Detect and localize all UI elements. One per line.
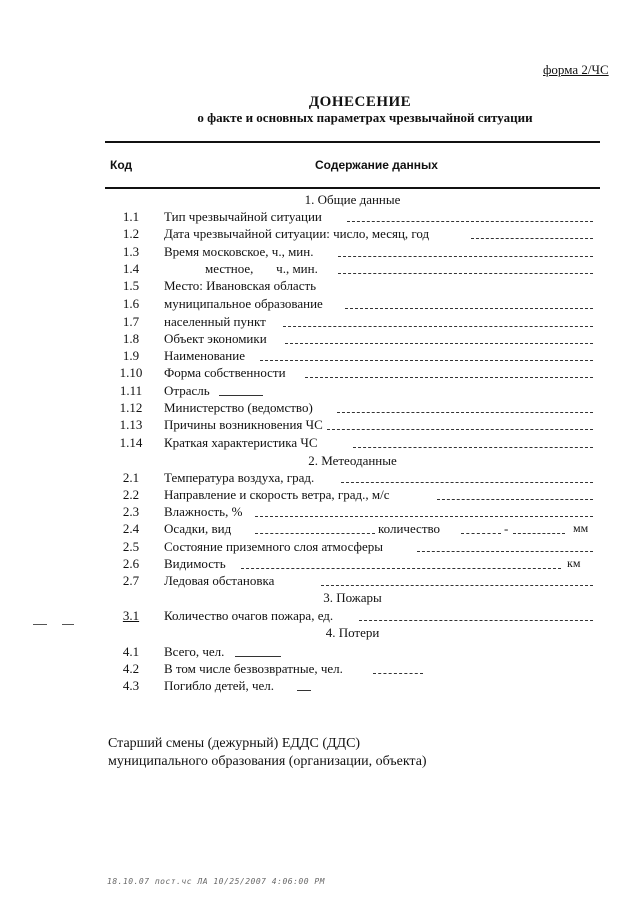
item-code: 1.1: [122, 209, 140, 224]
list-item: [105, 208, 600, 225]
column-header-code: Код: [110, 158, 133, 172]
list-item: [105, 277, 600, 294]
signature-line-1: Старший смены (дежурный) ЕДДС (ДДС): [108, 736, 361, 751]
list-item: [105, 295, 600, 312]
list-item: [105, 364, 600, 381]
item-code: 2.5: [122, 539, 140, 554]
item-label: В том числе безвозвратные, чел.: [164, 661, 343, 676]
item-code: 1.4: [122, 261, 140, 276]
item-label: Отрасль: [164, 383, 210, 398]
fill-in-line: [338, 243, 593, 257]
item-code: 1.8: [122, 331, 140, 346]
fill-in-line: [341, 469, 593, 483]
item-code: 1.10: [119, 365, 143, 380]
document-subtitle: о факте и основных параметрах чрезвычайной ситуации: [197, 110, 533, 125]
range-dash: -: [504, 521, 509, 536]
item-code: 1.3: [122, 244, 140, 259]
item-label: Погибло детей, чел.: [164, 678, 275, 693]
fill-in-line: [437, 486, 593, 500]
item-code: 2.3: [122, 504, 140, 519]
item-label: Осадки, вид: [164, 521, 232, 536]
fill-in-line: [347, 208, 593, 222]
item-code: 1.14: [119, 435, 143, 450]
fill-in-line: [417, 538, 593, 552]
item-code: 1.5: [122, 278, 140, 293]
list-item: [105, 572, 600, 589]
fill-in-line: [338, 260, 593, 274]
item-label: Форма собственности: [164, 365, 286, 380]
item-code: 3.1: [122, 608, 140, 623]
item-label: Наименование: [164, 348, 245, 363]
list-item: [105, 607, 600, 624]
list-item: [105, 643, 600, 660]
item-code: 1.2: [122, 226, 140, 241]
list-item: [105, 347, 600, 364]
item-code: 4.2: [122, 661, 140, 676]
list-item: [105, 243, 600, 260]
section-title: 1. Общие данные: [304, 192, 401, 207]
item-label: Температура воздуха, град.: [164, 470, 315, 485]
fill-in-line: [255, 503, 593, 517]
unit-label: мм: [573, 521, 589, 535]
fill-in-line: [359, 607, 593, 621]
item-label: Количество очагов пожара, ед.: [164, 608, 334, 623]
item-code: 2.6: [122, 556, 140, 571]
item-code: 2.2: [122, 487, 140, 502]
unit-label: км: [567, 556, 581, 570]
list-item: [105, 486, 600, 503]
fill-in-line: [337, 399, 593, 413]
fill-in-line: [305, 364, 593, 378]
document-title: ДОНЕСЕНИЕ: [308, 94, 412, 110]
fill-in-line: [345, 295, 593, 309]
section-title: 3. Пожары: [323, 590, 382, 605]
item-label: Ледовая обстановка: [164, 573, 275, 588]
item-label: муниципальное образование: [164, 296, 323, 311]
list-item: [105, 434, 600, 451]
list-item: [105, 416, 600, 433]
item-code: 1.9: [122, 348, 140, 363]
item-label: Министерство (ведомство): [164, 400, 313, 415]
list-item: [105, 313, 600, 330]
list-item: [105, 330, 600, 347]
fill-in-line: [285, 330, 593, 344]
section-title: 2. Метеоданные: [308, 453, 397, 468]
list-item: [105, 382, 600, 399]
item-label: населенный пункт: [164, 314, 266, 329]
item-label: Видимость: [164, 556, 226, 571]
header-top-rule: [105, 141, 600, 143]
item-code: 2.4: [122, 521, 140, 536]
fill-in-line: [283, 313, 593, 327]
list-item: [105, 520, 600, 537]
item-label: Тип чрезвычайной ситуации: [164, 209, 322, 224]
fill-in-line: [235, 643, 281, 657]
signature-line-2: муниципального образования (организации, объекта): [108, 754, 427, 769]
fill-in-line: [353, 434, 593, 448]
fill-in-line: [513, 520, 565, 534]
fill-in-line: [373, 660, 423, 674]
item-label: Место: Ивановская область: [164, 278, 317, 293]
item-code: 2.7: [122, 573, 140, 588]
item-code: 1.13: [119, 417, 143, 432]
item-code: 1.7: [122, 314, 140, 329]
list-item: [105, 399, 600, 416]
column-header-content: Содержание данных: [315, 158, 438, 172]
print-stamp: 18.10.07 пост.чс ЛА 10/25/2007 4:06:00 PM: [107, 877, 325, 886]
fill-in-line: [461, 520, 501, 534]
item-code: 4.1: [122, 644, 140, 659]
item-label: Всего, чел.: [164, 644, 225, 659]
list-item: [105, 225, 600, 242]
fill-in-line: [260, 347, 593, 361]
item-code: 1.11: [119, 383, 143, 398]
list-item: [105, 260, 600, 277]
fill-in-line: [241, 555, 561, 569]
item-label: Направление и скорость ветра, град., м/с: [164, 487, 390, 502]
list-item: [105, 660, 600, 677]
list-item: [105, 469, 600, 486]
item-code: 1.12: [119, 400, 143, 415]
item-code: 4.3: [122, 678, 140, 693]
section-title: 4. Потери: [325, 625, 380, 640]
list-item: [105, 555, 600, 572]
fill-in-line: [255, 520, 375, 534]
list-item: [105, 503, 600, 520]
item-label: Время московское, ч., мин.: [164, 244, 314, 259]
fill-in-line: [327, 416, 593, 430]
item-label: Влажность, %: [164, 504, 243, 519]
item-label: Краткая характеристика ЧС: [164, 435, 318, 450]
fill-in-line: [219, 382, 263, 396]
item-code: 2.1: [122, 470, 140, 485]
list-item: [105, 538, 600, 555]
list-item: [105, 677, 600, 694]
fill-in-line: [321, 572, 593, 586]
item-code: 1.6: [122, 296, 140, 311]
header-bottom-rule: [105, 187, 600, 189]
item-label: Дата чрезвычайной ситуации: число, месяц, год: [164, 226, 430, 241]
item-label: Объект экономики: [164, 331, 267, 346]
margin-mark: [33, 624, 47, 625]
item-label: местное, ч., мин.: [205, 261, 318, 276]
margin-mark: [62, 624, 74, 625]
fill-in-line: [471, 225, 593, 239]
fill-in-line: [297, 677, 311, 691]
item-label: Причины возникновения ЧС: [164, 417, 323, 432]
item-label: Состояние приземного слоя атмосферы: [164, 539, 383, 554]
form-code: форма 2/ЧС: [543, 62, 609, 77]
item-mid-label: количество: [378, 521, 441, 536]
